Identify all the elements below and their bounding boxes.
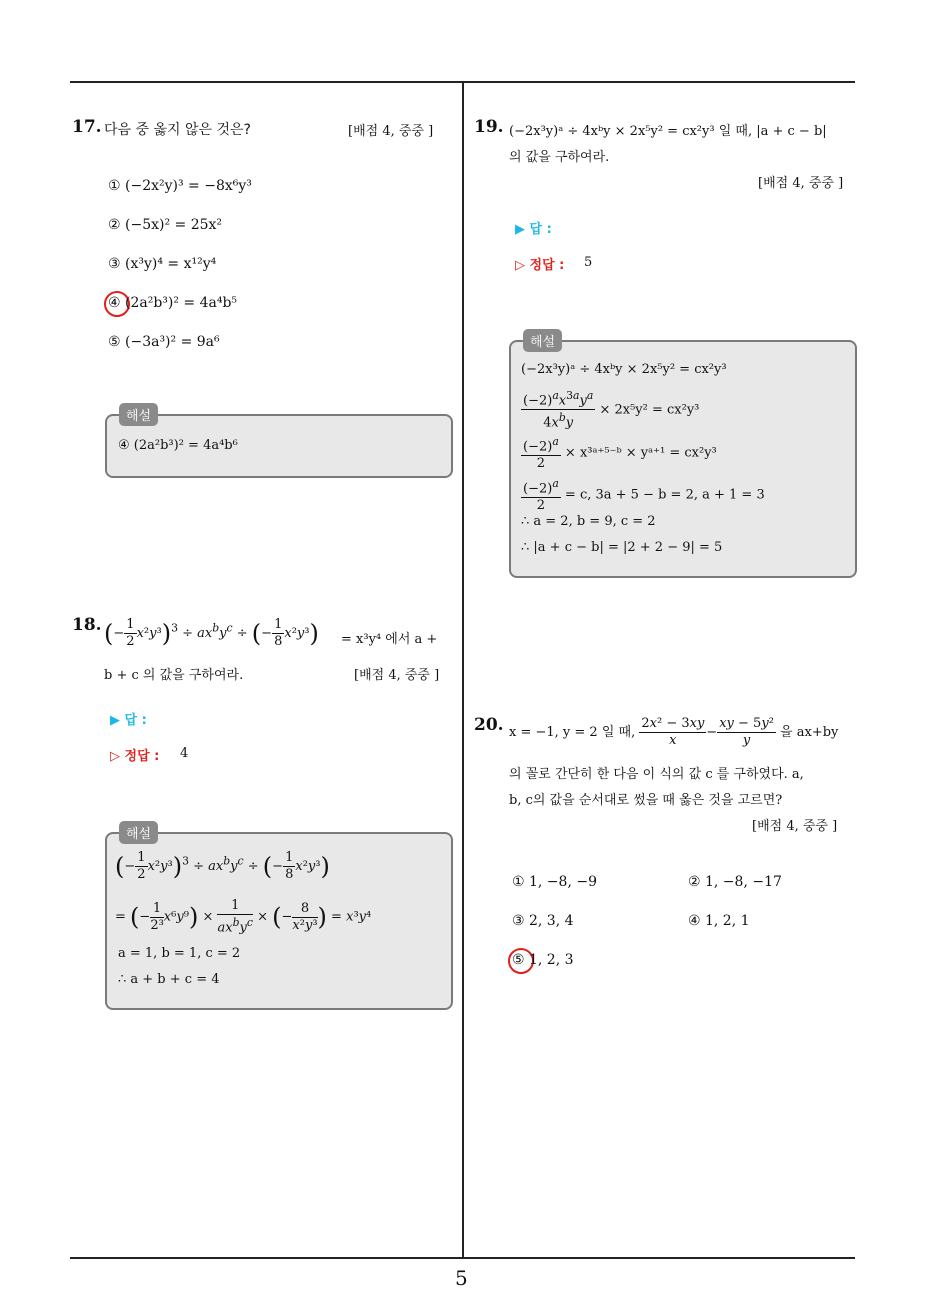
q18-expression: (− $\frac{1}{2}$ $x^2y^3)^3 \div ax^by^c$ ÷ (− $\frac{1}{8}$ x²y³)	[104, 617, 319, 649]
q20-option-4[interactable]: ④ 1, 2, 1	[688, 913, 750, 929]
q18-solution-line2: = (− $\frac{1}{\text{2³}}$ x⁶y⁹) × $\frac{1}{ax^by^c}$ × (− $\frac{8}{\text{x²y³}}$ ) = x³y⁴	[115, 898, 372, 936]
q18-correct-label: ▷ 정답 :	[110, 749, 160, 764]
q19-solution-line6: ∴ |a + c − b| = |2 + 2 − 9| = 5	[521, 540, 723, 555]
q17-option-2[interactable]: ② (−5x)² = 25x²	[108, 217, 223, 233]
q19-solution-line2: $\frac{(-2)^ax^{3a}y^a}{4x^by}$ × 2x⁵y² = cx²y³	[523, 389, 700, 431]
q19-solution-tag: 해설	[523, 329, 562, 352]
q20-question-line1: x = −1, y = 2 일 때, $\frac{\text{2x² − 3xy}}{x}$ − $\frac{\text{xy − 5y²}}{y}$ 을 ax+by	[509, 716, 839, 748]
q19-number: 19.	[474, 117, 504, 137]
q20-question-line3: b, c의 값을 순서대로 썼을 때 옳은 것을 고르면?	[509, 793, 783, 808]
q18-question-line2: b + c 의 값을 구하여라.	[104, 668, 244, 683]
q19-solution-line4: $\frac{(-2)^a}{2}$ = c, 3a + 5 − b = 2, a + 1 = 3	[523, 477, 765, 514]
q18-number: 18.	[72, 615, 102, 635]
bottom-rule	[70, 1257, 855, 1259]
q20-option-2[interactable]: ② 1, −8, −17	[688, 874, 782, 890]
q19-correct-value: 5	[584, 255, 593, 270]
q18-answer-label: ▶ 답 :	[110, 713, 147, 728]
q20-score: [배점 4, 중중 ]	[752, 819, 838, 834]
q18-solution-line3: a = 1, b = 1, c = 2	[118, 946, 241, 961]
q17-option-1[interactable]: ① (−2x²y)³ = −8x⁶y³	[108, 178, 252, 194]
q20-question-tail: 을 ax+by	[780, 725, 839, 740]
q20-question-line2: 의 꼴로 간단히 한 다음 이 식의 값 c 를 구하였다. a,	[509, 767, 804, 782]
q19-solution-line3-rest: × x³ᵃ⁺⁵⁻ᵇ × yᵃ⁺¹ = cx²y³	[564, 445, 717, 461]
q17-option-5[interactable]: ⑤ (−3a³)² = 9a⁶	[108, 334, 220, 350]
q17-question: 다음 중 옳지 않은 것은?	[104, 122, 251, 138]
q19-correct-label: ▷ 정답 :	[515, 258, 565, 273]
q17-option-4[interactable]: ④ (2a²b³)² = 4a⁴b⁵	[108, 295, 238, 311]
q17-score: [배점 4, 중중 ]	[348, 124, 434, 139]
q19-question: (−2x³y)ᵃ ÷ 4xᵇy × 2x⁵y² = cx²y³ 일 때, |a + c − b|	[509, 124, 827, 139]
q19-solution-line4-rest: = c, 3a + 5 − b = 2, a + 1 = 3	[564, 487, 765, 503]
q19-solution-line1: (−2x³y)ᵃ ÷ 4xᵇy × 2x⁵y² = cx²y³	[521, 362, 727, 377]
q20-option-3[interactable]: ③ 2, 3, 4	[512, 913, 574, 929]
q19-solution-line3: $\frac{(-2)^a}{2}$ × x³ᵃ⁺⁵⁻ᵇ × yᵃ⁺¹ = cx²y³	[523, 435, 717, 472]
q18-question-tail: = x³y⁴ 에서 a +	[341, 632, 438, 647]
q19-score: [배점 4, 중중 ]	[758, 176, 844, 191]
q20-question-lead: x = −1, y = 2 일 때,	[509, 725, 636, 740]
q19-question-line2: 의 값을 구하여라.	[509, 150, 610, 165]
q20-option-5[interactable]: ⑤ 1, 2, 3	[512, 952, 574, 968]
q18-solution-line4: ∴ a + b + c = 4	[118, 972, 220, 987]
q17-option-3[interactable]: ③ (x³y)⁴ = x¹²y⁴	[108, 256, 217, 272]
q17-number: 17.	[72, 117, 102, 137]
q19-answer-label: ▶ 답 :	[515, 222, 552, 237]
page-number: 5	[455, 1266, 468, 1290]
q18-solution-tag: 해설	[119, 821, 158, 844]
q19-solution-line2-rest: × 2x⁵y² = cx²y³	[599, 402, 700, 418]
q18-correct-value: 4	[180, 746, 189, 761]
q19-answer-field[interactable]	[585, 215, 705, 235]
q19-solution-line5: ∴ a = 2, b = 9, c = 2	[521, 514, 656, 529]
q18-answer-field[interactable]	[180, 706, 300, 726]
column-divider	[462, 83, 464, 1258]
q20-option-1[interactable]: ① 1, −8, −9	[512, 874, 597, 890]
q18-score: [배점 4, 중중 ]	[354, 668, 440, 683]
q17-solution: ④ (2a²b³)² = 4a⁴b⁶	[118, 438, 238, 453]
q20-number: 20.	[474, 715, 504, 735]
q17-solution-tag: 해설	[119, 403, 158, 426]
q18-solution-line1: (− $\frac{1}{2}$ $x^2y^3)^3 \div ax^by^c$ ÷ (− $\frac{1}{8}$ x²y³)	[115, 850, 330, 882]
